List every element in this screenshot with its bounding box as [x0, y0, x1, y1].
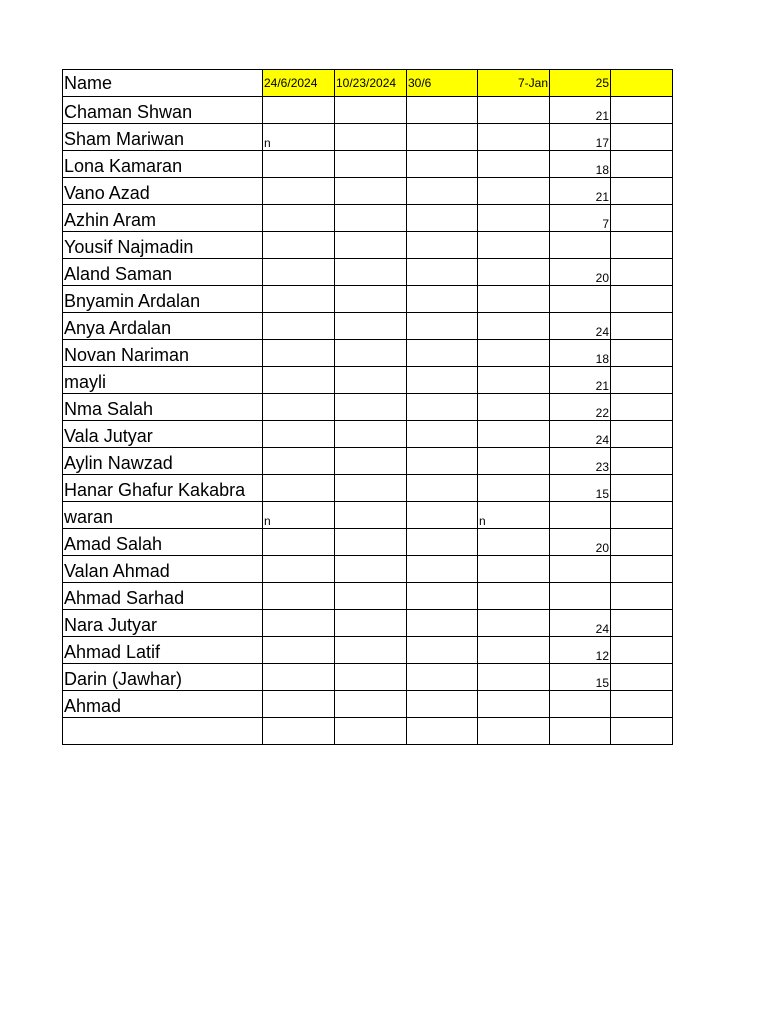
mark-cell[interactable]: [263, 583, 335, 610]
empty-cell[interactable]: [407, 124, 478, 151]
mark-cell[interactable]: [263, 178, 335, 205]
table-row: [63, 313, 673, 340]
table-row: [63, 340, 673, 367]
empty-cell[interactable]: [335, 637, 407, 664]
table-row: [63, 151, 673, 178]
mark-cell[interactable]: [263, 556, 335, 583]
score-cell[interactable]: 17: [550, 124, 611, 151]
empty-cell[interactable]: [611, 151, 673, 178]
score-cell[interactable]: 21: [550, 178, 611, 205]
table-row: [63, 286, 673, 313]
mark-cell[interactable]: [478, 205, 550, 232]
empty-cell[interactable]: [611, 394, 673, 421]
attendance-table: [62, 69, 673, 745]
name-cell[interactable]: Chaman Shwan: [63, 97, 263, 124]
mark-cell[interactable]: [478, 367, 550, 394]
score-cell[interactable]: 21: [550, 97, 611, 124]
empty-cell[interactable]: [335, 556, 407, 583]
header-date-cell[interactable]: 7-Jan: [478, 70, 550, 97]
header-score-cell[interactable]: 25: [550, 70, 611, 97]
empty-cell[interactable]: [335, 286, 407, 313]
empty-cell[interactable]: [335, 529, 407, 556]
empty-cell[interactable]: [335, 502, 407, 529]
empty-cell[interactable]: [407, 475, 478, 502]
empty-cell[interactable]: [407, 691, 478, 718]
mark-cell[interactable]: n: [263, 502, 335, 529]
empty-cell[interactable]: [407, 205, 478, 232]
name-cell[interactable]: [63, 718, 263, 745]
mark-cell[interactable]: [263, 151, 335, 178]
empty-cell[interactable]: [407, 259, 478, 286]
empty-cell[interactable]: [335, 313, 407, 340]
mark-cell[interactable]: [263, 394, 335, 421]
empty-cell[interactable]: [611, 259, 673, 286]
name-cell[interactable]: Sham Mariwan: [63, 124, 263, 151]
empty-cell[interactable]: [407, 367, 478, 394]
empty-cell[interactable]: [611, 97, 673, 124]
mark-cell[interactable]: [263, 421, 335, 448]
empty-cell[interactable]: [335, 151, 407, 178]
name-cell[interactable]: Novan Nariman: [63, 340, 263, 367]
empty-cell[interactable]: [611, 421, 673, 448]
name-cell[interactable]: Nara Jutyar: [63, 610, 263, 637]
empty-cell[interactable]: [407, 394, 478, 421]
mark-cell[interactable]: [478, 394, 550, 421]
empty-cell[interactable]: [407, 340, 478, 367]
name-cell[interactable]: Nma Salah: [63, 394, 263, 421]
empty-cell[interactable]: [407, 313, 478, 340]
empty-cell[interactable]: [335, 664, 407, 691]
empty-cell[interactable]: [335, 583, 407, 610]
mark-cell[interactable]: [263, 718, 335, 745]
empty-cell[interactable]: [611, 367, 673, 394]
table-row: [63, 421, 673, 448]
score-cell[interactable]: 18: [550, 151, 611, 178]
mark-cell[interactable]: [263, 475, 335, 502]
name-cell[interactable]: Lona Kamaran: [63, 151, 263, 178]
empty-cell[interactable]: [335, 421, 407, 448]
table-row: [63, 232, 673, 259]
name-cell[interactable]: Amad Salah: [63, 529, 263, 556]
score-cell[interactable]: 21: [550, 367, 611, 394]
score-cell[interactable]: 24: [550, 421, 611, 448]
empty-cell[interactable]: [611, 529, 673, 556]
name-cell[interactable]: Vala Jutyar: [63, 421, 263, 448]
score-cell[interactable]: [550, 502, 611, 529]
empty-cell[interactable]: [407, 97, 478, 124]
name-cell[interactable]: mayli: [63, 367, 263, 394]
name-cell[interactable]: Azhin Aram: [63, 205, 263, 232]
name-cell[interactable]: Ahmad: [63, 691, 263, 718]
mark-cell[interactable]: [478, 583, 550, 610]
empty-cell[interactable]: [407, 421, 478, 448]
empty-cell[interactable]: [335, 178, 407, 205]
table-row: [63, 610, 673, 637]
empty-cell[interactable]: [611, 718, 673, 745]
empty-cell[interactable]: [335, 610, 407, 637]
empty-cell[interactable]: [407, 286, 478, 313]
mark-cell[interactable]: [478, 151, 550, 178]
empty-cell[interactable]: [611, 124, 673, 151]
empty-cell[interactable]: [611, 232, 673, 259]
table-row: [63, 367, 673, 394]
empty-cell[interactable]: [335, 718, 407, 745]
mark-cell[interactable]: [478, 637, 550, 664]
score-cell[interactable]: 24: [550, 610, 611, 637]
empty-cell[interactable]: [611, 691, 673, 718]
table-row: [63, 718, 673, 745]
empty-cell[interactable]: [407, 502, 478, 529]
score-cell[interactable]: [550, 556, 611, 583]
table-row: [63, 664, 673, 691]
name-cell[interactable]: Darin (Jawhar): [63, 664, 263, 691]
table-row: [63, 97, 673, 124]
name-cell[interactable]: Aland Saman: [63, 259, 263, 286]
empty-cell[interactable]: [407, 556, 478, 583]
mark-cell[interactable]: [478, 178, 550, 205]
empty-cell[interactable]: [611, 664, 673, 691]
name-cell[interactable]: Ahmad Sarhad: [63, 583, 263, 610]
empty-cell[interactable]: [335, 340, 407, 367]
empty-cell[interactable]: [335, 97, 407, 124]
mark-cell[interactable]: [478, 259, 550, 286]
mark-cell[interactable]: [263, 637, 335, 664]
mark-cell[interactable]: [478, 664, 550, 691]
empty-cell[interactable]: [407, 664, 478, 691]
name-cell[interactable]: waran: [63, 502, 263, 529]
mark-cell[interactable]: n: [478, 502, 550, 529]
table-row: [63, 448, 673, 475]
mark-cell[interactable]: [263, 97, 335, 124]
empty-cell[interactable]: [335, 367, 407, 394]
table-row: [63, 475, 673, 502]
score-cell[interactable]: 22: [550, 394, 611, 421]
mark-cell[interactable]: [478, 421, 550, 448]
score-cell[interactable]: [550, 718, 611, 745]
table-row: [63, 205, 673, 232]
empty-cell[interactable]: [611, 637, 673, 664]
empty-cell[interactable]: [407, 232, 478, 259]
header-date-cell[interactable]: 30/6: [407, 70, 478, 97]
mark-cell[interactable]: [263, 448, 335, 475]
header-row: [63, 70, 673, 97]
mark-cell[interactable]: [263, 610, 335, 637]
mark-cell[interactable]: [263, 286, 335, 313]
score-cell[interactable]: 7: [550, 205, 611, 232]
table-row: [63, 556, 673, 583]
name-cell[interactable]: Yousif Najmadin: [63, 232, 263, 259]
empty-cell[interactable]: [335, 394, 407, 421]
table-row: [63, 502, 673, 529]
table-row: [63, 124, 673, 151]
empty-cell[interactable]: [611, 610, 673, 637]
mark-cell[interactable]: n: [263, 124, 335, 151]
score-cell[interactable]: [550, 583, 611, 610]
header-extra-cell[interactable]: [611, 70, 673, 97]
empty-cell[interactable]: [407, 718, 478, 745]
score-cell[interactable]: [550, 232, 611, 259]
empty-cell[interactable]: [335, 448, 407, 475]
score-cell[interactable]: 18: [550, 340, 611, 367]
mark-cell[interactable]: [478, 475, 550, 502]
score-cell[interactable]: [550, 286, 611, 313]
score-cell[interactable]: [550, 691, 611, 718]
empty-cell[interactable]: [611, 502, 673, 529]
empty-cell[interactable]: [611, 583, 673, 610]
name-cell[interactable]: Vano Azad: [63, 178, 263, 205]
mark-cell[interactable]: [478, 529, 550, 556]
mark-cell[interactable]: [263, 340, 335, 367]
empty-cell[interactable]: [611, 475, 673, 502]
name-cell[interactable]: Bnyamin Ardalan: [63, 286, 263, 313]
empty-cell[interactable]: [335, 691, 407, 718]
table-row: [63, 583, 673, 610]
empty-cell[interactable]: [611, 556, 673, 583]
empty-cell[interactable]: [335, 475, 407, 502]
score-cell[interactable]: 15: [550, 475, 611, 502]
header-date-cell[interactable]: 24/6/2024: [263, 70, 335, 97]
mark-cell[interactable]: [263, 367, 335, 394]
mark-cell[interactable]: [478, 556, 550, 583]
table-row: [63, 637, 673, 664]
empty-cell[interactable]: [335, 259, 407, 286]
empty-cell[interactable]: [611, 286, 673, 313]
mark-cell[interactable]: [263, 205, 335, 232]
score-cell[interactable]: 15: [550, 664, 611, 691]
mark-cell[interactable]: [478, 97, 550, 124]
mark-cell[interactable]: [263, 664, 335, 691]
mark-cell[interactable]: [478, 313, 550, 340]
name-cell[interactable]: Valan Ahmad: [63, 556, 263, 583]
empty-cell[interactable]: [407, 637, 478, 664]
table-row: [63, 394, 673, 421]
empty-cell[interactable]: [407, 583, 478, 610]
empty-cell[interactable]: [611, 448, 673, 475]
mark-cell[interactable]: [478, 232, 550, 259]
empty-cell[interactable]: [611, 178, 673, 205]
name-cell[interactable]: Anya Ardalan: [63, 313, 263, 340]
empty-cell[interactable]: [407, 178, 478, 205]
empty-cell[interactable]: [407, 448, 478, 475]
mark-cell[interactable]: [478, 286, 550, 313]
name-cell[interactable]: Hanar Ghafur Kakabra: [63, 475, 263, 502]
score-cell[interactable]: 12: [550, 637, 611, 664]
mark-cell[interactable]: [263, 259, 335, 286]
name-cell[interactable]: Aylin Nawzad: [63, 448, 263, 475]
empty-cell[interactable]: [335, 124, 407, 151]
empty-cell[interactable]: [335, 232, 407, 259]
mark-cell[interactable]: [263, 232, 335, 259]
empty-cell[interactable]: [611, 313, 673, 340]
mark-cell[interactable]: [478, 610, 550, 637]
mark-cell[interactable]: [478, 124, 550, 151]
table-row: [63, 691, 673, 718]
table-row: [63, 259, 673, 286]
mark-cell[interactable]: [478, 691, 550, 718]
name-cell[interactable]: Ahmad Latif: [63, 637, 263, 664]
header-date-cell[interactable]: 10/23/2024: [335, 70, 407, 97]
mark-cell[interactable]: [478, 340, 550, 367]
table-row: [63, 529, 673, 556]
empty-cell[interactable]: [611, 340, 673, 367]
score-cell[interactable]: 24: [550, 313, 611, 340]
mark-cell[interactable]: [263, 313, 335, 340]
mark-cell[interactable]: [263, 529, 335, 556]
score-cell[interactable]: 20: [550, 259, 611, 286]
table-row: [63, 178, 673, 205]
mark-cell[interactable]: [478, 718, 550, 745]
empty-cell[interactable]: [611, 205, 673, 232]
mark-cell[interactable]: [478, 448, 550, 475]
empty-cell[interactable]: [407, 151, 478, 178]
header-name-cell[interactable]: Name: [63, 70, 263, 97]
empty-cell[interactable]: [335, 205, 407, 232]
score-cell[interactable]: 23: [550, 448, 611, 475]
score-cell[interactable]: 20: [550, 529, 611, 556]
mark-cell[interactable]: [263, 691, 335, 718]
empty-cell[interactable]: [407, 610, 478, 637]
empty-cell[interactable]: [407, 529, 478, 556]
